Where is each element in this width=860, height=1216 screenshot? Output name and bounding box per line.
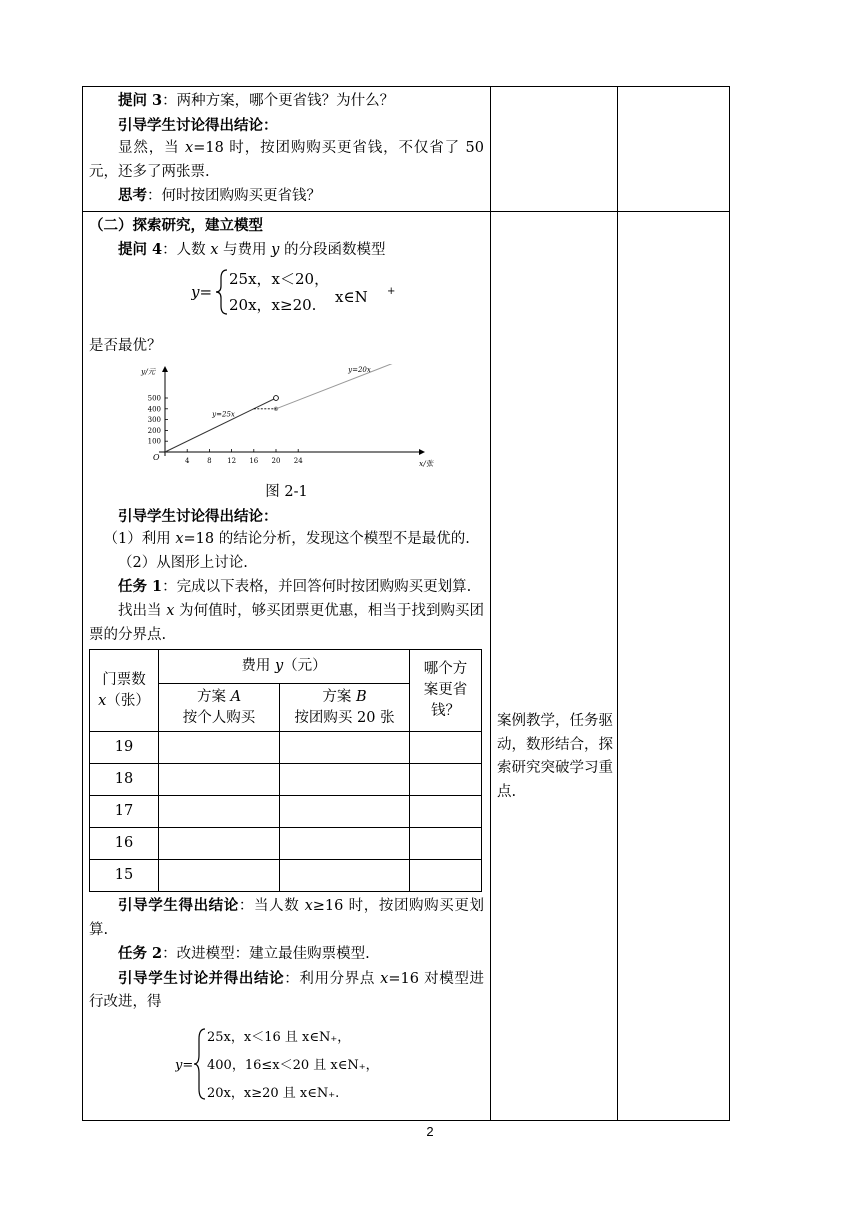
section-title: （二）探索研究，建立模型	[89, 216, 263, 234]
header-tickets-x: x	[98, 692, 107, 709]
x-tick-label: 16	[249, 457, 259, 466]
header-cost-b: （元）	[283, 658, 327, 675]
plan-b-label: 方案	[322, 688, 356, 705]
think-question	[89, 184, 484, 209]
which-cell[interactable]	[410, 764, 482, 796]
question-3	[89, 89, 484, 114]
question-3-label: 提问 3	[118, 92, 163, 109]
guide-3-a: ：当人数	[238, 898, 305, 915]
lesson-row-1	[83, 87, 730, 212]
question-4-b: 与费用	[218, 241, 272, 258]
question-3-text: ：两种方案，哪个更省钱？为什么？	[162, 93, 395, 109]
plan-b-cell[interactable]	[280, 796, 410, 828]
line-25x-label: y=25x	[212, 410, 235, 419]
conclusion-1-a: 显然，当	[118, 140, 186, 157]
plan-b-cell[interactable]	[280, 732, 410, 764]
y-tick-label: 400	[147, 405, 161, 414]
question-4-a: ：人数	[162, 241, 211, 258]
header-plan-b	[280, 684, 410, 732]
header-cost	[159, 650, 410, 684]
graph-figure	[137, 364, 447, 472]
y-tick-label: 300	[147, 416, 161, 425]
tickets-value: 15	[90, 860, 159, 892]
header-tickets	[90, 650, 159, 732]
note-cell-2	[491, 211, 618, 1120]
line-25x	[165, 398, 276, 452]
point-1	[89, 528, 484, 552]
lesson-row-2	[83, 211, 730, 1120]
guide-4-x: x	[380, 970, 389, 987]
tickets-value: 16	[90, 828, 159, 860]
point-1-a: （1）利用	[103, 531, 176, 548]
formula1-domain: x∈N	[335, 288, 368, 307]
piecewise-formula-1	[191, 264, 411, 320]
plan-b-desc: 按团购买 20 张	[294, 709, 395, 726]
conclusion-1-b: =18 时，按团购购买更省钱，不仅省了 50 元，还多了两张票.	[89, 140, 484, 180]
plan-b-cell[interactable]	[280, 828, 410, 860]
task-1	[89, 575, 484, 600]
question-4-x: x	[210, 241, 219, 258]
formula2-case3: 20x，x≥20 且 x∈N₊.	[207, 1086, 340, 1102]
think-label: 思考	[118, 187, 147, 205]
formula2-lhs: y=	[175, 1058, 194, 1074]
formula1-case1: 25x，x＜20，	[229, 270, 330, 289]
extra-cell-2	[618, 211, 730, 1120]
optimal-question: 是否最优？	[89, 337, 162, 354]
plan-a-cell[interactable]	[159, 732, 280, 764]
task-2-label: 任务 2	[118, 945, 163, 963]
y-tick-label: 200	[147, 427, 161, 436]
plan-b-letter: B	[355, 688, 367, 705]
question-4-label: 提问 4	[118, 240, 163, 258]
formula1-domain-sup: +	[387, 286, 396, 298]
which-cell[interactable]	[410, 732, 482, 764]
tickets-value: 17	[90, 796, 159, 828]
lesson-table	[82, 86, 730, 1121]
conclusion-1-var: x	[185, 140, 194, 157]
guide-3-label: 引导学生得出结论	[118, 897, 239, 915]
guide-3-x: x	[304, 898, 313, 915]
which-cell[interactable]	[410, 828, 482, 860]
task-1-label: 任务 1	[118, 578, 163, 596]
header-cost-y: y	[274, 658, 284, 675]
formula2-brace	[194, 1029, 205, 1099]
formula2-case1: 25x，x＜16 且 x∈N₊，	[207, 1030, 351, 1046]
y-tick-label: 500	[147, 394, 161, 403]
header-plan-a	[159, 684, 280, 732]
origin-label: O	[153, 453, 160, 463]
guide-heading-2: 引导学生讨论得出结论：	[118, 507, 278, 525]
figure-caption: 图 2-1	[265, 483, 308, 500]
point-1-b: =18 的结论分析，发现这个模型不是最优的.	[183, 531, 470, 548]
find-a: 找出当	[118, 602, 167, 619]
y-axis-label: y/元	[141, 367, 156, 377]
content-cell-2	[83, 211, 491, 1120]
question-4	[89, 238, 484, 263]
task-2	[89, 942, 484, 967]
guide-4-a: ：利用分界点	[284, 970, 381, 987]
x-tick-label: 12	[227, 457, 237, 466]
note-cell-1	[491, 87, 618, 212]
guide-conclusion-4	[89, 967, 484, 1015]
formula1-brace	[216, 270, 227, 314]
x-axis-label: x/张	[419, 459, 434, 469]
piecewise-formula-2	[175, 1023, 435, 1105]
formula1-lhs: y=	[191, 283, 213, 302]
line-20x-label: y=20x	[348, 366, 371, 375]
table-row	[90, 860, 482, 892]
cost-table	[89, 649, 482, 892]
x-tick-label: 8	[207, 457, 212, 466]
tickets-value: 19	[90, 732, 159, 764]
plan-a-desc: 按个人购买	[182, 709, 256, 726]
header-which: 哪个方案更省钱？	[410, 650, 482, 732]
open-point-20-500	[274, 396, 279, 401]
conclusion-1	[89, 137, 484, 184]
extra-cell-1	[618, 87, 730, 212]
tickets-value: 18	[90, 764, 159, 796]
think-text: ：何时按团购购买更省钱？	[147, 188, 321, 205]
table-row	[90, 796, 482, 828]
which-cell[interactable]	[410, 796, 482, 828]
table-row	[90, 828, 482, 860]
plan-a-cell[interactable]	[159, 796, 280, 828]
table-row	[90, 764, 482, 796]
which-cell[interactable]	[410, 860, 482, 892]
x-axis-arrow	[419, 449, 425, 455]
formula1-case2: 20x，x≥20.	[229, 296, 317, 315]
plan-a-cell[interactable]	[159, 860, 280, 892]
content-cell-1	[83, 87, 491, 212]
header-tickets-a: 门票数	[102, 671, 146, 688]
x-tick-label: 4	[184, 457, 190, 466]
question-4-c: 的分段函数模型	[279, 241, 386, 258]
y-axis-arrow	[162, 366, 168, 372]
find-b: 为何值时，够买团票更优惠，相当于找到购买团票的分界点.	[89, 602, 485, 643]
point-1-x: x	[175, 531, 184, 548]
table-row	[90, 732, 482, 764]
plan-a-letter: A	[230, 688, 242, 705]
guide-3-b: ≥16 时，按团购购买更划算.	[89, 898, 485, 938]
guide-heading-1: 引导学生讨论得出结论：	[118, 116, 278, 134]
plan-b-cell[interactable]	[280, 860, 410, 892]
formula2-case2: 400，16≤x＜20 且 x∈N₊，	[207, 1058, 379, 1074]
find-x: x	[166, 602, 175, 619]
y-tick-label: 100	[147, 438, 161, 447]
guide-4-b: =16 对模型进行改进，得	[89, 970, 485, 1011]
task-2-text: ：改进模型：建立最佳购票模型.	[162, 946, 370, 963]
plan-a-cell[interactable]	[159, 764, 280, 796]
line-20x	[276, 364, 393, 409]
teaching-note: 案例教学，任务驱动，数形结合，探索研究突破学习重点.	[497, 712, 613, 800]
guide-4-label: 引导学生讨论并得出结论	[118, 969, 285, 987]
question-4-y: y	[271, 241, 280, 258]
page-number: 2	[426, 1124, 434, 1139]
point-2: （2）从图形上讨论.	[118, 554, 248, 571]
header-tickets-b: （张）	[106, 692, 150, 709]
x-tick-label: 20	[271, 457, 281, 466]
plan-a-cell[interactable]	[159, 828, 280, 860]
find-boundary	[89, 600, 484, 647]
header-cost-a: 费用	[241, 658, 275, 675]
plan-b-cell[interactable]	[280, 764, 410, 796]
task-1-text: ：完成以下表格，并回答何时按团购购买更划算.	[162, 579, 472, 596]
plan-a-label: 方案	[196, 688, 231, 705]
x-tick-label: 24	[293, 457, 303, 466]
guide-conclusion-3	[89, 894, 484, 942]
